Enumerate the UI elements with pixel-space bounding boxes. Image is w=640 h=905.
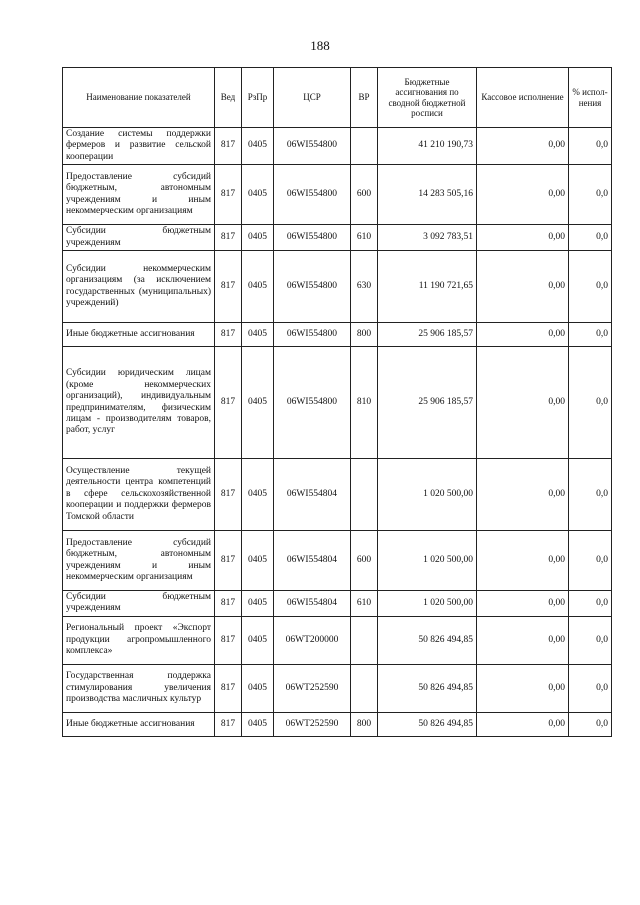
row-budget: 3 092 783,51 <box>378 225 477 251</box>
row-vr: 800 <box>351 323 378 347</box>
row-rzpr: 0405 <box>242 531 274 591</box>
row-vr: 610 <box>351 225 378 251</box>
row-cash: 0,00 <box>477 323 569 347</box>
row-budget: 50 826 494,85 <box>378 712 477 736</box>
table-row <box>63 128 612 165</box>
row-vr: 610 <box>351 591 378 617</box>
row-cash: 0,00 <box>477 591 569 617</box>
row-cash: 0,00 <box>477 664 569 712</box>
row-ved: 817 <box>215 251 242 323</box>
header-vr: ВР <box>351 68 378 128</box>
row-rzpr: 0405 <box>242 251 274 323</box>
row-percent: 0,0 <box>569 459 612 531</box>
row-cash: 0,00 <box>477 251 569 323</box>
header-budget: Бюджетные ассигнования по сводной бюджетной росписи <box>378 68 477 128</box>
row-cash: 0,00 <box>477 165 569 225</box>
table-row <box>63 323 612 347</box>
table-header-row <box>63 68 612 128</box>
table-row <box>63 347 612 459</box>
budget-table <box>62 67 612 737</box>
row-ved: 817 <box>215 128 242 165</box>
header-rzpr: РзПр <box>242 68 274 128</box>
row-vr: 800 <box>351 712 378 736</box>
row-ved: 817 <box>215 165 242 225</box>
row-cash: 0,00 <box>477 459 569 531</box>
row-ved: 817 <box>215 531 242 591</box>
row-name: Субсидии бюджетным учреждениям <box>63 225 215 251</box>
header-csr: ЦСР <box>274 68 351 128</box>
table-row <box>63 225 612 251</box>
row-name: Иные бюджетные ассигнования <box>63 323 215 347</box>
row-name: Региональный проект «Экспорт продукции агропромышленного комплекса» <box>63 616 215 664</box>
row-name: Государственная поддержка стимулирования увеличения производства масличных культур <box>63 664 215 712</box>
row-name: Осуществление текущей деятельности центра компетенций в сфере сельскохозяйственной кооперации и поддержки фермеров Томской области <box>63 459 215 531</box>
row-vr: 600 <box>351 165 378 225</box>
row-percent: 0,0 <box>569 128 612 165</box>
row-ved: 817 <box>215 591 242 617</box>
table-row <box>63 591 612 617</box>
row-csr: 06WT200000 <box>274 616 351 664</box>
row-cash: 0,00 <box>477 128 569 165</box>
page-number: 188 <box>310 38 330 53</box>
row-budget: 14 283 505,16 <box>378 165 477 225</box>
row-vr <box>351 664 378 712</box>
row-name: Субсидии юридическим лицам (кроме некоммерческих организаций), индивидуальным предпринимателям, физическим лицам - производителям товаров, работ, услуг <box>63 347 215 459</box>
row-rzpr: 0405 <box>242 712 274 736</box>
row-rzpr: 0405 <box>242 165 274 225</box>
row-csr: 06WI554800 <box>274 128 351 165</box>
row-rzpr: 0405 <box>242 225 274 251</box>
row-ved: 817 <box>215 347 242 459</box>
row-budget: 1 020 500,00 <box>378 531 477 591</box>
row-ved: 817 <box>215 225 242 251</box>
table-row <box>63 165 612 225</box>
row-budget: 1 020 500,00 <box>378 459 477 531</box>
table-row <box>63 459 612 531</box>
row-name: Создание системы поддержки фермеров и развитие сельской кооперации <box>63 128 215 165</box>
row-csr: 06WT252590 <box>274 664 351 712</box>
row-budget: 50 826 494,85 <box>378 664 477 712</box>
table-row <box>63 664 612 712</box>
row-vr <box>351 616 378 664</box>
header-percent: % испол-нения <box>569 68 612 128</box>
row-percent: 0,0 <box>569 251 612 323</box>
row-percent: 0,0 <box>569 347 612 459</box>
table-row <box>63 531 612 591</box>
row-csr: 06WT252590 <box>274 712 351 736</box>
row-budget: 25 906 185,57 <box>378 347 477 459</box>
row-percent: 0,0 <box>569 664 612 712</box>
row-csr: 06WI554804 <box>274 459 351 531</box>
row-rzpr: 0405 <box>242 128 274 165</box>
row-ved: 817 <box>215 323 242 347</box>
row-budget: 50 826 494,85 <box>378 616 477 664</box>
row-rzpr: 0405 <box>242 459 274 531</box>
header-cash: Кассовое исполнение <box>477 68 569 128</box>
row-rzpr: 0405 <box>242 347 274 459</box>
table-row <box>63 616 612 664</box>
table-row <box>63 712 612 736</box>
row-vr: 810 <box>351 347 378 459</box>
row-rzpr: 0405 <box>242 616 274 664</box>
row-name: Предоставление субсидий бюджетным, автономным учреждениям и иным некоммерческим организациям <box>63 165 215 225</box>
row-rzpr: 0405 <box>242 664 274 712</box>
row-ved: 817 <box>215 664 242 712</box>
row-percent: 0,0 <box>569 165 612 225</box>
row-percent: 0,0 <box>569 591 612 617</box>
row-csr: 06WI554800 <box>274 165 351 225</box>
row-name: Иные бюджетные ассигнования <box>63 712 215 736</box>
row-rzpr: 0405 <box>242 591 274 617</box>
row-percent: 0,0 <box>569 323 612 347</box>
row-percent: 0,0 <box>569 531 612 591</box>
row-percent: 0,0 <box>569 616 612 664</box>
row-csr: 06WI554800 <box>274 347 351 459</box>
row-budget: 11 190 721,65 <box>378 251 477 323</box>
header-name: Наименование показателей <box>63 68 215 128</box>
row-name: Предоставление субсидий бюджетным, автономным учреждениям и иным некоммерческим организациям <box>63 531 215 591</box>
row-rzpr: 0405 <box>242 323 274 347</box>
row-name: Субсидии бюджетным учреждениям <box>63 591 215 617</box>
row-cash: 0,00 <box>477 616 569 664</box>
row-ved: 817 <box>215 459 242 531</box>
row-csr: 06WI554800 <box>274 225 351 251</box>
row-vr <box>351 128 378 165</box>
row-cash: 0,00 <box>477 347 569 459</box>
row-csr: 06WI554800 <box>274 323 351 347</box>
header-ved: Вед <box>215 68 242 128</box>
row-percent: 0,0 <box>569 225 612 251</box>
row-vr <box>351 459 378 531</box>
row-name: Субсидии некоммерческим организациям (за исключением государственных (муниципальных) учреждений) <box>63 251 215 323</box>
row-cash: 0,00 <box>477 225 569 251</box>
row-budget: 41 210 190,73 <box>378 128 477 165</box>
row-csr: 06WI554804 <box>274 591 351 617</box>
row-budget: 1 020 500,00 <box>378 591 477 617</box>
row-csr: 06WI554800 <box>274 251 351 323</box>
row-budget: 25 906 185,57 <box>378 323 477 347</box>
row-ved: 817 <box>215 712 242 736</box>
row-percent: 0,0 <box>569 712 612 736</box>
row-cash: 0,00 <box>477 531 569 591</box>
row-vr: 600 <box>351 531 378 591</box>
row-cash: 0,00 <box>477 712 569 736</box>
row-vr: 630 <box>351 251 378 323</box>
row-csr: 06WI554804 <box>274 531 351 591</box>
row-ved: 817 <box>215 616 242 664</box>
table-row <box>63 251 612 323</box>
